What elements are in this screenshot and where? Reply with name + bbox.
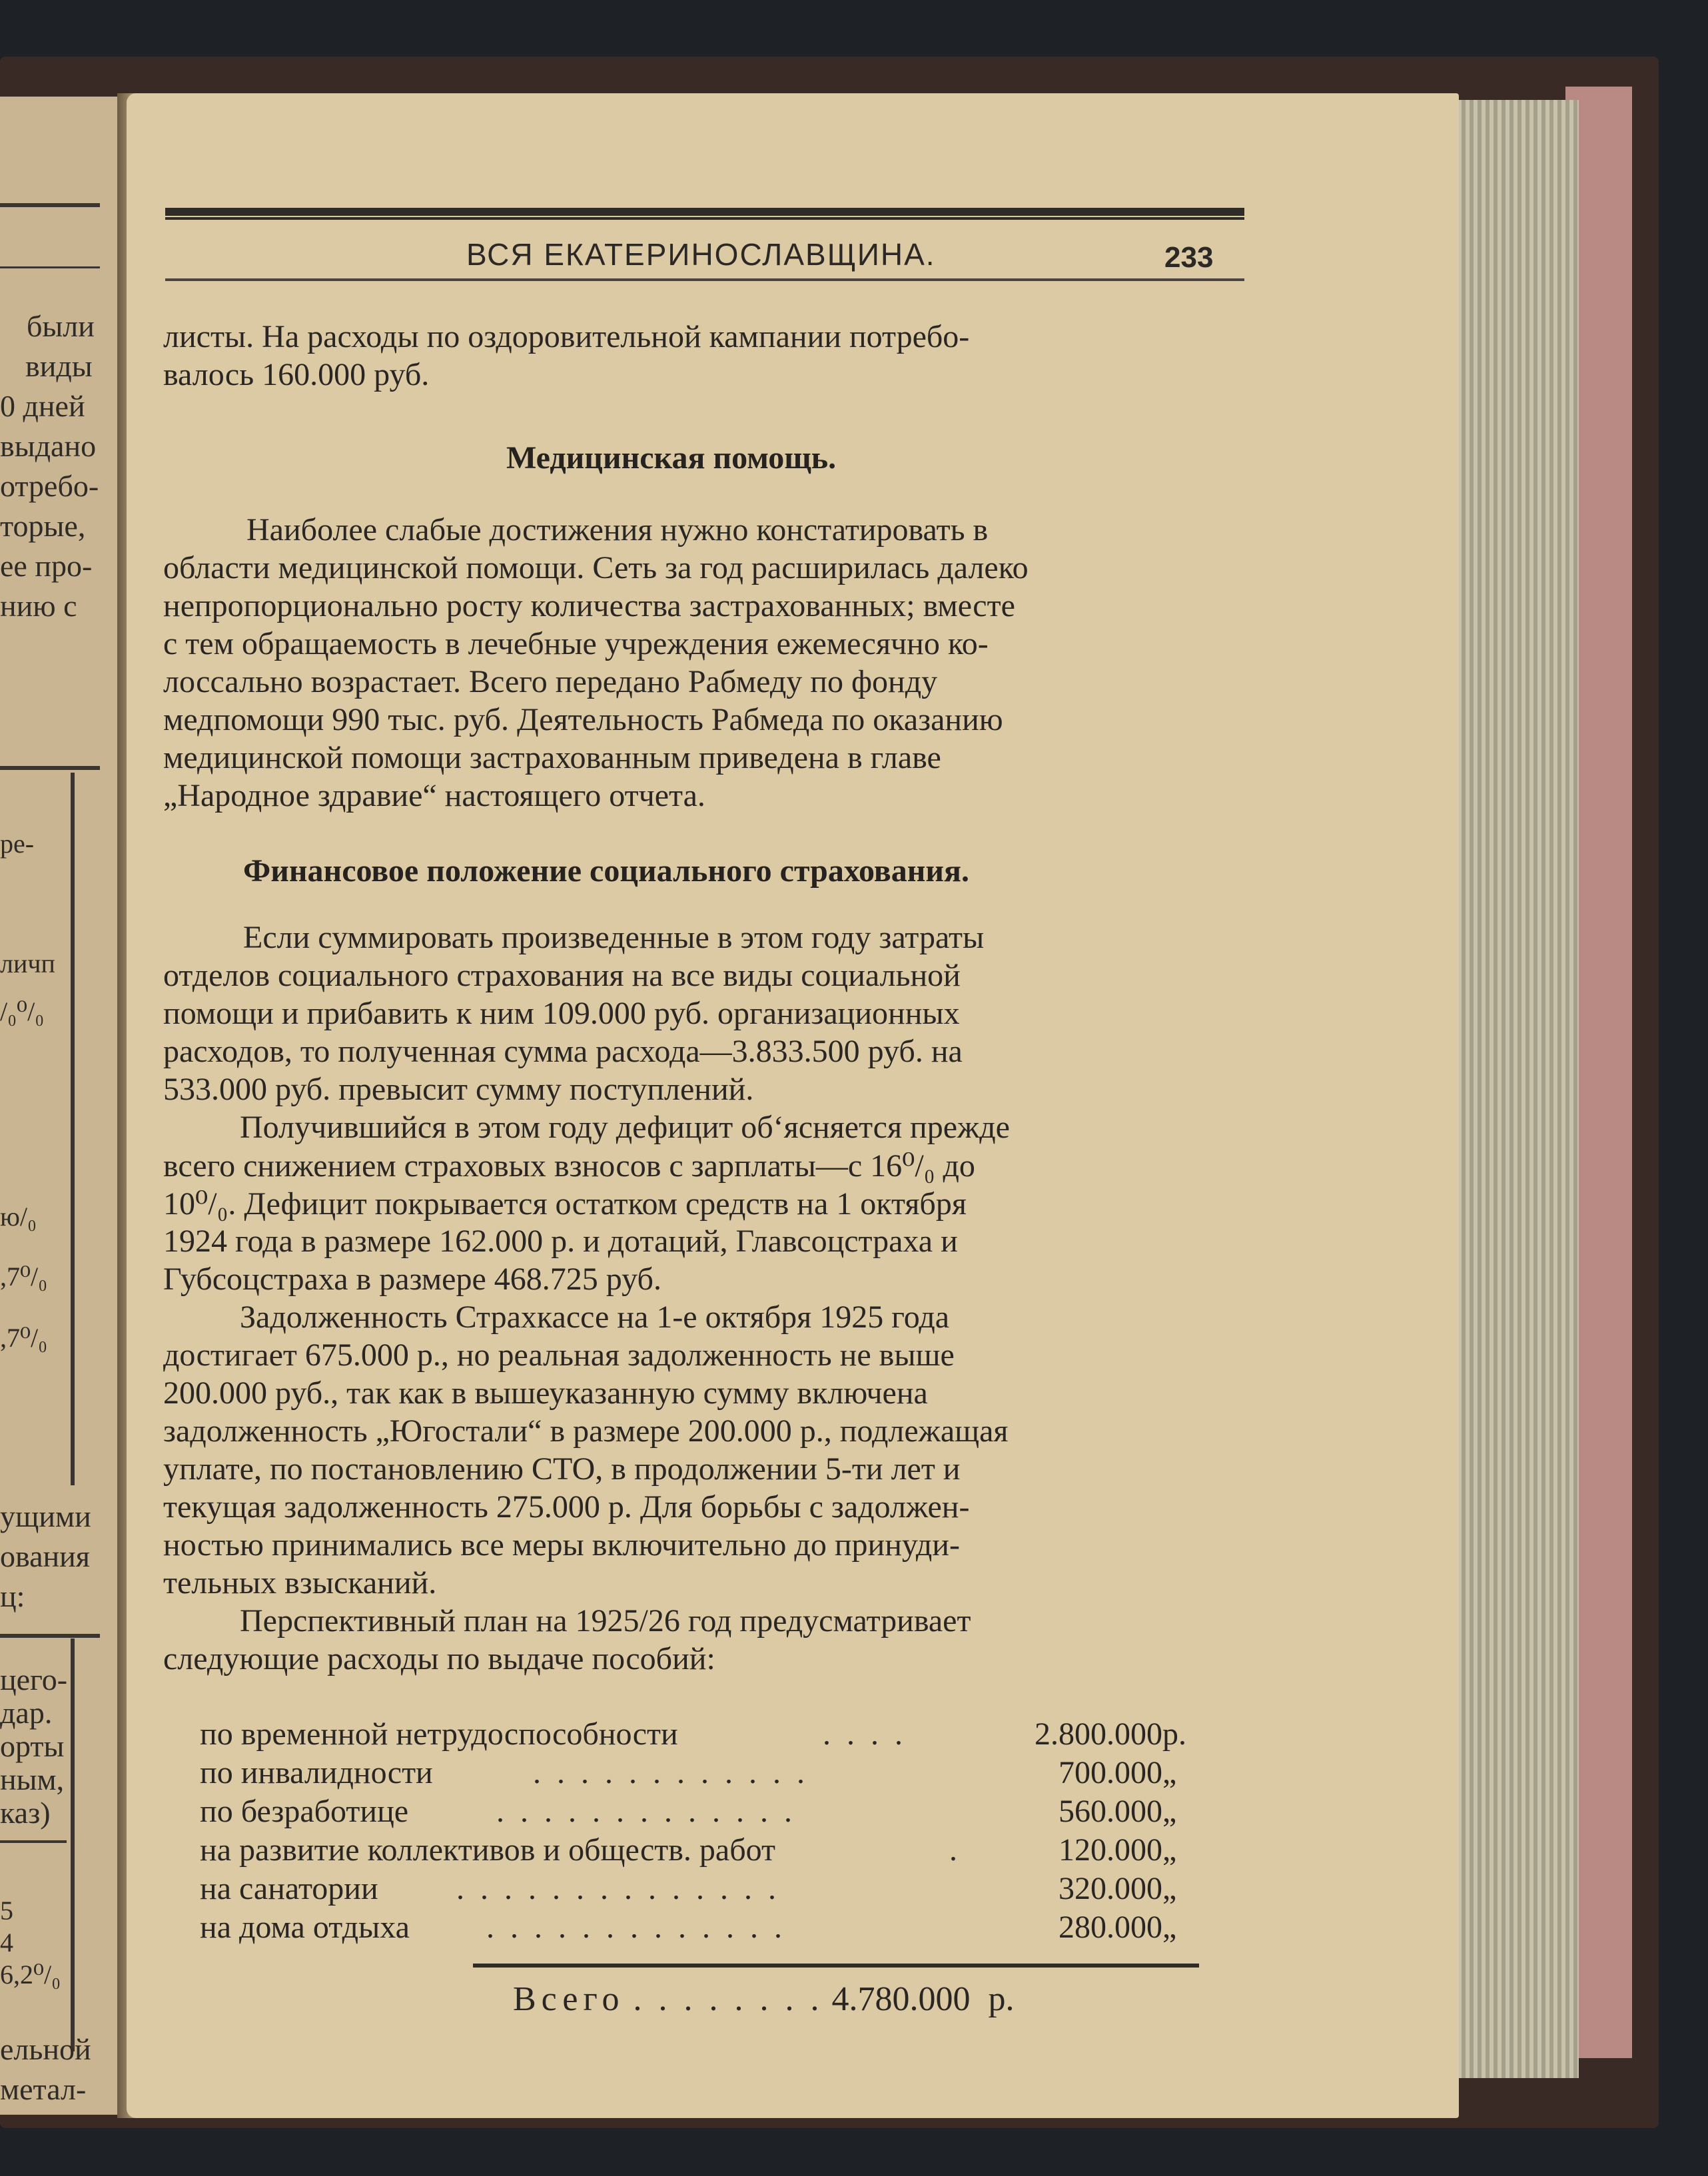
leader-dots: . . . . [823,1716,907,1752]
prev-page-table-line [71,773,75,1485]
prev-page-table-line [71,1638,75,2051]
currency-unit: „ [1162,1832,1177,1868]
prev-page-text: ущими [0,1499,91,1533]
expense-label: на дома отдыха [200,1910,410,1945]
currency-unit: „ [1162,1871,1177,1906]
prev-page-text: орты [0,1729,65,1763]
text-line: тельных взысканий. [163,1565,437,1601]
text-line: с тем обращаемость в лечебные учреждения ежемесячно ко- [163,626,989,661]
prev-page-text: ее про- [0,549,93,583]
text-line: Губсоцстраха в размере 468.725 руб. [163,1262,661,1297]
text-line: Получившийся в этом году дефицит об‘ясняется прежде [240,1110,1010,1145]
prev-page-rule [0,266,100,268]
expense-row [200,1870,1212,1909]
prev-page-text: ования [0,1539,90,1573]
prev-page-text: 5 [0,1896,13,1926]
text-line: медицинской помощи застрахованным приведена в главе [163,740,941,775]
expense-amount: 2.800.000 [1035,1716,1162,1752]
currency-unit: р. [1162,1716,1186,1752]
text-line: достигает 675.000 р., но реальная задолженность не выше [163,1337,955,1373]
expense-amount: 120.000 [1059,1832,1162,1868]
previous-page-fragment [0,97,125,2115]
text-line: всего снижением страховых взносов с зарплаты—с 16⁰/₀ до [163,1148,975,1184]
text-line: Перспективный план на 1925/26 год предусматривает [240,1603,971,1638]
text-line: 533.000 руб. превысит сумму поступлений. [163,1072,754,1107]
prev-page-text: были [27,309,95,343]
text-line: отделов социального страхования на все виды социальной [163,958,961,993]
section-heading: Медицинская помощь. [506,440,837,476]
total-rule [473,1964,1199,1968]
section-heading: Финансовое положение социального страхования. [243,853,970,889]
expense-row [200,1909,1212,1948]
text-line: Задолженность Страхкассе на 1-е октября 1925 года [240,1299,950,1335]
prev-page-text: ц: [0,1579,25,1613]
leader-dots: . . . . . . . . . . . . . . [456,1871,780,1906]
text-line: задолженность „Югостали“ в размере 200.000 р., подлежащая [163,1413,1009,1449]
prev-page-text: 4 [0,1928,13,1958]
header-rule [165,217,1244,220]
text-line: 10⁰/₀. Дефицит покрывается остатком средств на 1 октября [163,1186,967,1222]
prev-page-text: ,7⁰/₀ [0,1323,48,1353]
expense-label: на санатории [200,1871,378,1906]
text-line: 200.000 руб., так как в вышеуказанную сумму включена [163,1375,928,1411]
expense-label: по временной нетрудоспособности [200,1716,678,1752]
prev-page-text: нию с [0,589,77,623]
total-amount: 4.780.000 [831,1980,971,2018]
text-line: медпомощи 990 тыс. руб. Деятельность Рабмеда по оказанию [163,702,1003,737]
prev-page-text: /₀⁰/₀ [0,996,45,1026]
expense-row [200,1716,1212,1754]
prev-page-text: ным, [0,1762,65,1796]
text-line: непропорционально росту количества застрахованных; вместе [163,588,1015,623]
leader-dots: . . . . . . . . . . . . . [486,1910,786,1945]
text-line: „Народное здравие“ настоящего отчета. [163,778,705,813]
leader-dots: . . . . . . . . . . . . [533,1755,809,1790]
prev-page-rule [0,203,100,207]
prev-page-text: ю/₀ [0,1202,37,1232]
prev-page-text: отребо- [0,469,99,503]
text-line: лоссально возрастает. Всего передано Рабмеду по фонду [163,664,938,699]
leader-dots: . [949,1832,961,1868]
prev-page-text: цего- [0,1662,68,1696]
expense-row [200,1832,1212,1870]
prev-page-text: личп [0,948,55,978]
total-label: Всего [513,1980,625,2018]
prev-page-text: ,7⁰/₀ [0,1262,48,1291]
currency-unit: „ [1162,1910,1177,1945]
prev-page-text: дар. [0,1696,53,1730]
prev-page-text: метал- [0,2072,87,2106]
text-line: листы. На расходы по оздоровительной кампании потребо- [163,319,970,354]
text-line: ностью принимались все меры включительно до принуди- [163,1527,960,1563]
prev-page-text: ре- [0,829,35,859]
text-line: текущая задолженность 275.000 р. Для борьбы с задолжен- [163,1489,970,1525]
text-line: области медицинской помощи. Сеть за год расширилась далеко [163,550,1029,585]
prev-page-text: 0 дней [0,389,85,423]
expense-row [200,1754,1212,1793]
prev-page-text: виды [25,349,93,383]
running-title: ВСЯ ЕКАТЕРИНОСЛАВЩИНА. [466,237,936,272]
text-line: следующие расходы по выдаче пособий: [163,1641,715,1676]
text-line: 1924 года в размере 162.000 р. и дотаций, Главсоцстраха и [163,1224,958,1259]
expense-amount: 700.000 [1059,1755,1162,1790]
expense-amount: 560.000 [1059,1794,1162,1829]
page-edges [1446,100,1579,2078]
text-line: Если суммировать произведенные в этом году затраты [243,920,985,955]
text-line: Наиболее слабые достижения нужно констатировать в [246,512,989,547]
currency-unit: „ [1162,1755,1177,1790]
text-line: расходов, то полученная сумма расхода—3.833.500 руб. на [163,1034,963,1069]
prev-page-text: каз) [0,1796,51,1830]
expense-amount: 320.000 [1059,1871,1162,1906]
expense-amount: 280.000 [1059,1910,1162,1945]
prev-page-text: 6,2⁰/₀ [0,1960,61,1990]
prev-page-text: торые, [0,509,86,543]
prev-page-text: выдано [0,429,97,463]
total-row [513,1980,1015,2019]
expense-label: по безработице [200,1794,409,1829]
page-number: 233 [1164,241,1214,274]
currency-unit: р. [988,1980,1015,2018]
prev-page-rule [0,766,100,770]
prev-page-rule [0,1634,100,1638]
header-rule [165,278,1244,281]
prev-page-rule [0,1840,67,1843]
currency-unit: „ [1162,1794,1177,1829]
expense-row [200,1793,1212,1832]
text-line: уплате, по постановлению СТО, в продолжении 5-ти лет и [163,1451,961,1487]
prev-page-text: ельной [0,2032,91,2066]
text-line: помощи и прибавить к ним 109.000 руб. организационных [163,996,960,1031]
header-rule [165,208,1244,216]
leader-dots: . . . . . . . . . . . . . [496,1794,796,1829]
expense-label: на развитие коллективов и обществ. работ [200,1832,775,1868]
text-line: валось 160.000 руб. [163,357,430,392]
expense-label: по инвалидности [200,1755,433,1790]
leader-dots: . . . . . . . . [633,1980,823,2018]
